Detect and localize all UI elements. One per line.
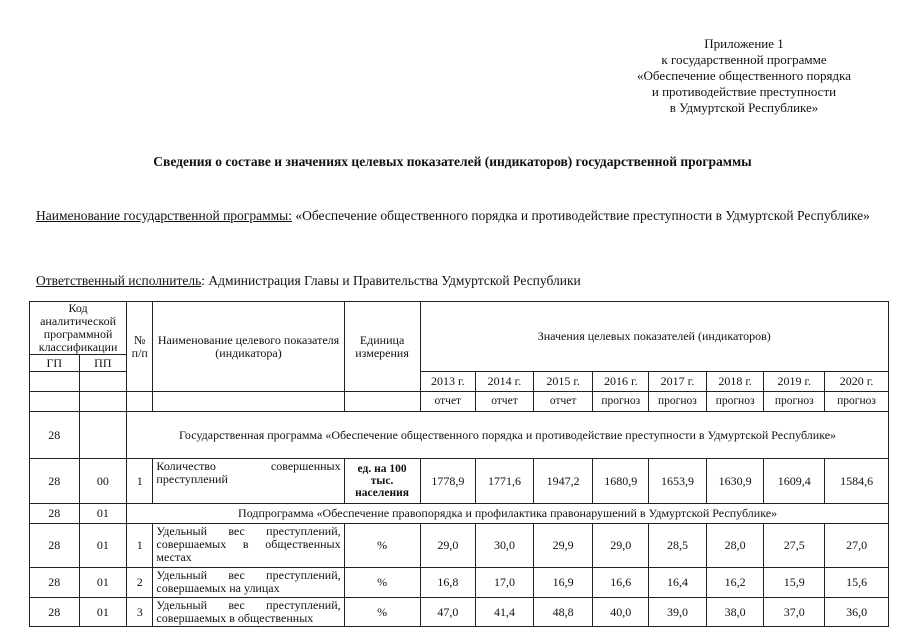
cell-name: Удельный вес преступлений, совершаемых на улицах <box>153 568 344 598</box>
appendix-line: к государственной программе <box>661 52 827 67</box>
cell-value: 1584,6 <box>825 459 889 504</box>
cell-value: 41,4 <box>476 598 534 627</box>
cell-pp: 01 <box>79 504 127 524</box>
cell-value: 29,9 <box>533 524 593 568</box>
cell-pp: 01 <box>79 568 127 598</box>
program-value: «Обеспечение общественного порядка и противодействие преступности в Удмуртской Республике» <box>291 208 870 223</box>
cell-unit: ед. на 100 тыс. населения <box>344 459 420 504</box>
subprogram-row-text: Подпрограмма «Обеспечение правопорядка и профилактика правонарушений в Удмуртской Республике» <box>127 504 889 524</box>
header-code: Код аналитической программной классификации <box>30 302 127 355</box>
header-unit: Единица измерения <box>344 302 420 392</box>
cell-gp: 28 <box>30 598 80 627</box>
cell-pp: 00 <box>79 459 127 504</box>
cell-pp: 01 <box>79 598 127 627</box>
cell-value: 1771,6 <box>476 459 534 504</box>
table-row <box>30 459 889 504</box>
cell-num: 2 <box>127 568 153 598</box>
cell-value: 16,9 <box>533 568 593 598</box>
cell-value: 15,6 <box>825 568 889 598</box>
cell-name: Количество совершенных преступлений <box>153 459 344 504</box>
header-pp: ПП <box>79 355 127 372</box>
header-gp-spacer <box>30 392 80 412</box>
cell-unit: % <box>344 568 420 598</box>
cell-value: 1778,9 <box>420 459 476 504</box>
cell-gp: 28 <box>30 504 80 524</box>
cell-value: 48,8 <box>533 598 593 627</box>
cell-value: 15,9 <box>764 568 825 598</box>
header-name-spacer <box>153 392 344 412</box>
header-year: 2020 г. <box>825 372 889 392</box>
appendix-line: Приложение 1 <box>704 36 784 51</box>
header-type: отчет <box>533 392 593 412</box>
header-type: прогноз <box>649 392 707 412</box>
cell-value: 39,0 <box>649 598 707 627</box>
cell-value: 1680,9 <box>593 459 649 504</box>
cell-num: 1 <box>127 524 153 568</box>
table-row <box>30 568 889 598</box>
cell-value: 1653,9 <box>649 459 707 504</box>
cell-gp: 28 <box>30 459 80 504</box>
cell-value: 47,0 <box>420 598 476 627</box>
header-year: 2018 г. <box>706 372 764 392</box>
cell-name: Удельный вес преступлений, совершаемых в общественных <box>153 598 344 627</box>
cell-value: 1609,4 <box>764 459 825 504</box>
cell-num: 1 <box>127 459 153 504</box>
indicators-table <box>29 301 889 627</box>
appendix-line: и противодействие преступности <box>651 84 837 99</box>
cell-value: 29,0 <box>593 524 649 568</box>
cell-value: 17,0 <box>476 568 534 598</box>
header-code-spacer <box>30 372 80 392</box>
cell-value: 27,0 <box>825 524 889 568</box>
cell-gp: 28 <box>30 524 80 568</box>
cell-value: 38,0 <box>706 598 764 627</box>
cell-gp: 28 <box>30 568 80 598</box>
header-type: прогноз <box>764 392 825 412</box>
appendix-block <box>600 36 888 116</box>
cell-value: 28,5 <box>649 524 707 568</box>
cell-value: 29,0 <box>420 524 476 568</box>
cell-unit: % <box>344 524 420 568</box>
appendix-line: «Обеспечение общественного порядка <box>637 68 851 83</box>
cell-value: 1947,2 <box>533 459 593 504</box>
cell-value: 37,0 <box>764 598 825 627</box>
table-row <box>30 524 889 568</box>
header-year: 2014 г. <box>476 372 534 392</box>
header-values: Значения целевых показателей (индикаторов) <box>420 302 889 372</box>
responsible-executor <box>36 272 872 290</box>
program-row-text: Государственная программа «Обеспечение общественного порядка и противодействие преступности в Удмуртской Республике» <box>127 412 889 459</box>
cell-value: 30,0 <box>476 524 534 568</box>
header-year: 2019 г. <box>764 372 825 392</box>
cell-value: 1630,9 <box>706 459 764 504</box>
table-row <box>30 598 889 627</box>
cell-value: 36,0 <box>825 598 889 627</box>
header-name: Наименование целевого показателя (индикатора) <box>153 302 344 392</box>
appendix-line: в Удмуртской Республике» <box>669 100 819 115</box>
header-type: отчет <box>476 392 534 412</box>
table-row <box>30 412 889 459</box>
cell-pp: 01 <box>79 524 127 568</box>
program-label: Наименование государственной программы: <box>36 208 292 223</box>
header-year: 2015 г. <box>533 372 593 392</box>
cell-name: Удельный вес преступлений, совершаемых в общественных местах <box>153 524 344 568</box>
header-year: 2016 г. <box>593 372 649 392</box>
cell-value: 16,2 <box>706 568 764 598</box>
table-row <box>30 504 889 524</box>
header-type: прогноз <box>593 392 649 412</box>
program-name <box>36 207 872 225</box>
header-num: № п/п <box>127 302 153 392</box>
cell-value: 16,4 <box>649 568 707 598</box>
header-type: отчет <box>420 392 476 412</box>
executor-label: Ответственный исполнитель <box>36 273 202 288</box>
header-unit-spacer <box>344 392 420 412</box>
document-title: Сведения о составе и значениях целевых показателей (индикаторов) государственной программы <box>153 154 752 169</box>
header-type: прогноз <box>825 392 889 412</box>
cell-value: 40,0 <box>593 598 649 627</box>
cell-unit: % <box>344 598 420 627</box>
header-pp-spacer <box>79 392 127 412</box>
cell-num: 3 <box>127 598 153 627</box>
cell-value: 27,5 <box>764 524 825 568</box>
cell-value: 28,0 <box>706 524 764 568</box>
cell-value: 16,6 <box>593 568 649 598</box>
cell-value: 16,8 <box>420 568 476 598</box>
header-year: 2017 г. <box>649 372 707 392</box>
cell-gp: 28 <box>30 412 80 459</box>
header-gp: ГП <box>30 355 80 372</box>
header-num-spacer <box>127 392 153 412</box>
header-year: 2013 г. <box>420 372 476 392</box>
executor-value: : Администрация Главы и Правительства Удмуртской Республики <box>201 273 581 288</box>
cell-pp <box>79 412 127 459</box>
header-type: прогноз <box>706 392 764 412</box>
header-code-spacer <box>79 372 127 392</box>
